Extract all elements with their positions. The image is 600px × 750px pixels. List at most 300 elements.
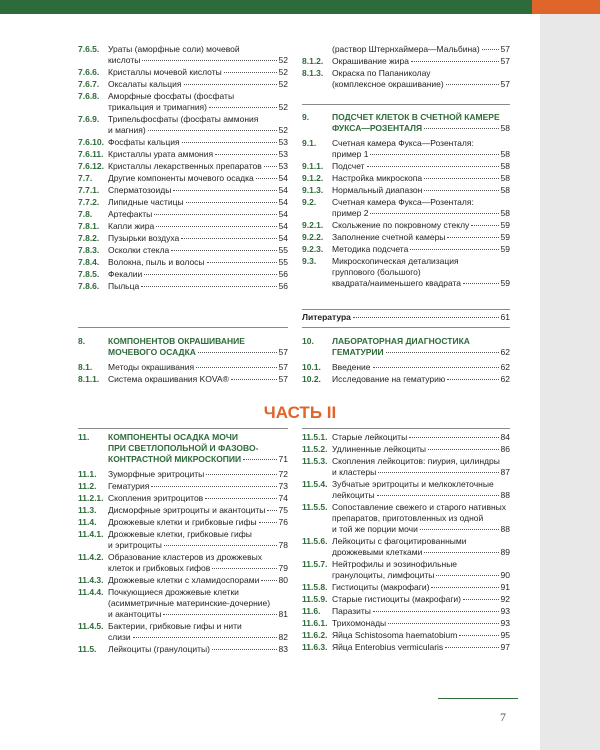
toc-entry	[78, 481, 288, 492]
toc-entry-number: 8.1.1.	[78, 374, 100, 384]
dot-leader	[206, 474, 276, 475]
toc-entry-page: 58	[500, 149, 510, 159]
toc-entry	[302, 630, 510, 641]
toc-entry-title-line: Нормальный диапазон	[332, 185, 423, 195]
toc-entry-page: 79	[278, 563, 288, 573]
toc-entry-page: 56	[278, 269, 288, 279]
toc-entry-page: 62	[500, 374, 510, 384]
toc-entry	[302, 185, 510, 196]
toc-entry	[302, 594, 510, 605]
toc-entry-number: 7.6.12.	[78, 161, 104, 171]
dot-leader	[181, 238, 276, 239]
toc-entry-title-line: Лейкоциты с фагоцитированными	[332, 536, 467, 546]
toc-entry-number: 9.2.2.	[302, 232, 324, 242]
dot-leader	[186, 202, 277, 203]
dot-leader	[409, 437, 498, 438]
toc-entry-number: 7.6.8.	[78, 91, 100, 101]
toc-entry	[78, 67, 288, 78]
toc-entry-number: 7.6.5.	[78, 44, 100, 54]
toc-entry-title-line: Дисморфные эритроциты и акантоциты	[108, 505, 266, 515]
toc-entry-page: 59	[500, 278, 510, 288]
toc-entry-page: 95	[500, 630, 510, 640]
toc-entry-number: 7.6.9.	[78, 114, 100, 124]
toc-entry-title-line: Другие компоненты мочевого осадка	[108, 173, 254, 183]
toc-entry	[302, 173, 510, 184]
toc-entry-title-line: Кристаллы лекарственных препаратов	[108, 161, 262, 171]
toc-entry-title-line: (асимметричные материнские-дочерние)	[108, 598, 271, 608]
toc-entry	[302, 432, 510, 443]
toc-entry-page: 82	[278, 632, 288, 642]
dot-leader	[212, 649, 277, 650]
toc-entry-title-line: Подсчет	[332, 161, 365, 171]
toc-entry-page: 90	[500, 570, 510, 580]
toc-entry	[78, 644, 288, 655]
toc-entry-page: 83	[278, 644, 288, 654]
toc-entry-page: 86	[500, 444, 510, 454]
toc-entry	[78, 245, 288, 256]
toc-entry-title-line: Артефакты	[108, 209, 153, 219]
toc-entry-number: 9.1.	[302, 138, 317, 148]
toc-entry-title-line: Фекалии	[108, 269, 143, 279]
toc-entry-title-line: трикальция и тримагния)	[108, 102, 207, 112]
toc-column-upper-left-section8	[78, 336, 288, 386]
toc-entry-page: 53	[278, 161, 288, 171]
toc-entry-title-line: Липидные частицы	[108, 197, 184, 207]
dot-leader	[445, 647, 498, 648]
toc-column-upper-right-section10	[302, 336, 510, 386]
dot-leader	[261, 580, 276, 581]
toc-entry-page: 52	[278, 102, 288, 112]
toc-entry-number: 9.1.1.	[302, 161, 324, 171]
toc-entry-number: 7.8.	[78, 209, 93, 219]
dot-leader	[196, 367, 276, 368]
dot-leader	[370, 154, 498, 155]
toc-entry-title-line: квадрата/наименьшего квадрата	[332, 278, 462, 288]
toc-entry-title-line: Введение	[332, 362, 371, 372]
toc-entry-title-line: клеток и грибковых гифов	[108, 563, 211, 573]
toc-entry-title-line: Микроскопическая детализация	[332, 256, 459, 266]
toc-entry-number: 11.4.1.	[78, 529, 104, 539]
toc-entry-page: 88	[500, 524, 510, 534]
toc-entry-page: 59	[500, 220, 510, 230]
toc-entry-number: 11.5.7.	[302, 559, 328, 569]
toc-entry-number: 11.2.1.	[78, 493, 104, 503]
toc-entry-number: 11.5.6.	[302, 536, 328, 546]
toc-entry-title-line: Капли жира	[108, 221, 155, 231]
toc-entry-number: 9.2.3.	[302, 244, 324, 254]
toc-entry-number: 9.2.	[302, 197, 317, 207]
toc-entry-title-line: слизи	[108, 632, 131, 642]
dot-leader	[377, 495, 499, 496]
divider-upper-right	[302, 104, 510, 105]
toc-entry-title-line: Фосфаты кальция	[108, 137, 180, 147]
toc-entry-number: 7.7.1.	[78, 185, 100, 195]
toc-entry-number: 11.4.3.	[78, 575, 104, 585]
page-margin-band	[540, 14, 600, 750]
toc-entry-title-line: гранулоциты, лимфоциты	[332, 570, 435, 580]
toc-entry-title-line: Оксалаты кальция	[108, 79, 182, 89]
toc-entry-page: 62	[500, 362, 510, 372]
dot-leader	[231, 379, 277, 380]
toc-entry-page: 54	[278, 197, 288, 207]
dot-leader	[471, 225, 498, 226]
dot-leader	[424, 178, 498, 179]
toc-entry-title-line: Кристаллы урата аммония	[108, 149, 214, 159]
toc-entry-title-line: Дрожжевые клетки с хламидоспорами	[108, 575, 260, 585]
toc-entry-page: 91	[500, 582, 510, 592]
toc-entry-number: 11.5.8.	[302, 582, 328, 592]
dot-leader	[133, 637, 277, 638]
toc-entry-title-line: Образование кластеров из дрожжевых	[108, 552, 262, 562]
toc-entry-title-line: Трипельфосфаты (фосфаты аммония	[108, 114, 259, 124]
toc-entry-page: 56	[278, 281, 288, 291]
toc-entry-title-line: Осколки стекла	[108, 245, 170, 255]
toc-entry-number: 7.7.	[78, 173, 93, 183]
dot-leader	[141, 286, 276, 287]
dot-leader	[256, 178, 277, 179]
dot-leader	[264, 166, 277, 167]
toc-entry-title-line: Скопления лейкоцитов: пиурия, цилиндры	[332, 456, 500, 466]
dot-leader	[436, 575, 498, 576]
toc-entry-page: 93	[500, 606, 510, 616]
dot-leader	[378, 472, 498, 473]
toc-entry-title-line: Окраска по Папаниколау	[332, 68, 431, 78]
dot-leader	[209, 107, 277, 108]
toc-entry-title-line: Кристаллы мочевой кислоты	[108, 67, 222, 77]
toc-entry-page: 62	[500, 347, 510, 357]
toc-entry	[78, 149, 288, 160]
toc-entry-page: 54	[278, 185, 288, 195]
toc-entry-page: 87	[500, 467, 510, 477]
toc-entry-title-line: Яйца Enterobius vermicularis	[332, 642, 444, 652]
toc-entry-title-line: Счетная камера Фукса—Розенталя:	[332, 197, 474, 207]
toc-entry-title-line: ПОДСЧЕТ КЛЕТОК В СЧЕТНОЙ КАМЕРЕ	[332, 112, 500, 122]
top-color-bar	[0, 0, 600, 14]
dot-leader	[171, 250, 276, 251]
toc-entry-title-line: Почкующиеся дрожжевые клетки	[108, 587, 239, 597]
dot-leader	[212, 568, 276, 569]
toc-entry-number: 8.1.2.	[302, 56, 324, 66]
toc-entry-page: 54	[278, 233, 288, 243]
toc-entry	[302, 479, 510, 501]
dot-leader	[411, 61, 499, 62]
toc-entry-title-line: ГЕМАТУРИИ	[332, 347, 384, 357]
toc-entry	[78, 587, 288, 620]
toc-entry	[302, 161, 510, 172]
toc-entry-number: 11.6.2.	[302, 630, 328, 640]
dot-leader	[463, 283, 499, 284]
toc-entry-number: 11.5.3.	[302, 456, 328, 466]
top-accent-bar	[532, 0, 600, 14]
toc-entry-title-line: Старые гистиоциты (макрофаги)	[332, 594, 462, 604]
toc-entry	[302, 536, 510, 558]
toc-entry-title-line: КОНТРАСТНОЙ МИКРОСКОПИИ	[108, 454, 242, 464]
toc-entry	[302, 56, 510, 67]
toc-column-lower-left	[78, 432, 288, 656]
dot-leader	[142, 60, 276, 61]
toc-entry-title-line: Дрожжевые клетки, грибковые гифы	[108, 529, 252, 539]
toc-entry	[78, 493, 288, 504]
toc-entry-number: 9.1.3.	[302, 185, 324, 195]
dot-leader	[388, 623, 498, 624]
toc-entry-title-line: МОЧЕВОГО ОСАДКА	[108, 347, 196, 357]
toc-entry-title-line: Дрожжевые клетки и грибковые гифы	[108, 517, 257, 527]
toc-entry-page: 78	[278, 540, 288, 550]
dot-leader	[386, 352, 499, 353]
toc-entry-number: 7.6.11.	[78, 149, 104, 159]
toc-entry-title-line: (раствор Штернхаймера—Мальбина)	[332, 44, 480, 54]
toc-entry	[78, 336, 288, 358]
toc-entry-number: 11.4.2.	[78, 552, 104, 562]
toc-entry-number: 9.1.2.	[302, 173, 324, 183]
toc-entry-page: 52	[278, 55, 288, 65]
toc-entry-title-line: дрожжевыми клетками	[332, 547, 423, 557]
dot-leader	[431, 587, 498, 588]
toc-entry-number: 11.4.5.	[78, 621, 104, 631]
toc-entry-number: 7.8.5.	[78, 269, 100, 279]
dot-leader	[144, 274, 276, 275]
toc-entry	[78, 281, 288, 292]
toc-entry	[78, 432, 288, 465]
toc-entry-page: 76	[278, 517, 288, 527]
dot-leader	[164, 545, 277, 546]
toc-entry-title-line: Бактерии, грибковые гифы и нити	[108, 621, 242, 631]
page-number-rule	[438, 698, 518, 699]
toc-entry-title-line: Яйца Schistosoma haematobium	[332, 630, 458, 640]
dot-leader	[215, 154, 276, 155]
toc-entry	[302, 642, 510, 653]
toc-entry-title-line: Ураты (аморфные соли) мочевой	[108, 44, 240, 54]
toc-entry	[302, 374, 510, 385]
toc-entry-title-line: пример 1	[332, 149, 369, 159]
toc-entry-number: 9.2.1.	[302, 220, 324, 230]
toc-entry	[78, 362, 288, 373]
dot-leader	[463, 599, 499, 600]
toc-entry-number: 10.2.	[302, 374, 321, 384]
divider-literature-top	[302, 309, 510, 310]
dot-leader	[154, 214, 276, 215]
dot-leader	[370, 213, 498, 214]
toc-entry-number: 7.6.6.	[78, 67, 100, 77]
toc-entry-page: 53	[278, 137, 288, 147]
toc-entry-number: 11.6.1.	[302, 618, 328, 628]
toc-entry-page: 71	[278, 454, 288, 464]
dot-leader	[373, 367, 499, 368]
toc-entry-title-line: Система окрашивания KOVA®	[108, 374, 229, 384]
toc-entry-number: 7.6.10.	[78, 137, 104, 147]
divider-lower-left	[78, 428, 288, 429]
toc-entry-title-line: Лейкоциты (гранулоциты)	[108, 644, 210, 654]
toc-entry-page: 89	[500, 547, 510, 557]
toc-entry-title-line: Трихомонады	[332, 618, 387, 628]
toc-entry-title-line: препаратов, приготовленных из одной	[332, 513, 484, 523]
toc-entry-title-line: Старые лейкоциты	[332, 432, 408, 442]
toc-entry-title-line: Гематурия	[108, 481, 150, 491]
dot-leader	[482, 49, 499, 50]
toc-entry-number: 11.1.	[78, 469, 97, 479]
toc-entry	[302, 112, 510, 134]
toc-entry	[302, 456, 510, 478]
toc-entry-title-line: КОМПОНЕНТЫ ОСАДКА МОЧИ	[108, 432, 238, 442]
toc-column-upper-left	[78, 44, 288, 293]
dot-leader	[173, 190, 276, 191]
toc-entry	[302, 220, 510, 231]
literature-page: 61	[500, 312, 510, 322]
dot-leader	[243, 459, 276, 460]
toc-entry	[78, 469, 288, 480]
toc-entry	[78, 79, 288, 90]
divider-upper-left	[78, 327, 288, 328]
toc-entry-title-line: группового (большого)	[332, 267, 421, 277]
dot-leader	[446, 84, 499, 85]
dot-leader	[447, 379, 498, 380]
toc-entry-page: 55	[278, 245, 288, 255]
toc-entry-page: 57	[278, 347, 288, 357]
toc-entry-page: 58	[500, 173, 510, 183]
toc-entry-title-line: Паразиты	[332, 606, 371, 616]
toc-entry	[302, 444, 510, 455]
toc-entry-page: 52	[278, 125, 288, 135]
part-title: ЧАСТЬ II	[263, 403, 337, 422]
toc-entry	[302, 68, 510, 90]
toc-entry-title-line: Зуморфные эритроциты	[108, 469, 205, 479]
dot-leader	[367, 166, 499, 167]
divider-literature-bottom	[302, 327, 510, 328]
toc-entry	[302, 582, 510, 593]
dot-leader	[428, 449, 499, 450]
dot-leader	[420, 529, 499, 530]
toc-entry-number: 10.	[302, 336, 314, 346]
dot-leader	[447, 237, 498, 238]
toc-entry-page: 93	[500, 618, 510, 628]
toc-entry-number: 11.	[78, 432, 90, 442]
toc-column-upper-right-section9	[302, 112, 510, 290]
toc-entry-page: 52	[278, 67, 288, 77]
toc-entry-page: 92	[500, 594, 510, 604]
dot-leader	[151, 486, 276, 487]
toc-entry-number: 11.5.4.	[302, 479, 328, 489]
toc-entry-title-line: Сопоставление свежего и старого нативных	[332, 502, 507, 512]
toc-entry-title-line: Нейтрофилы и эозинофильные	[332, 559, 458, 569]
toc-entry	[302, 618, 510, 629]
toc-entry-number: 8.1.	[78, 362, 93, 372]
toc-entry-title-line: лейкоциты	[332, 490, 375, 500]
toc-entry	[78, 209, 288, 220]
toc-entry-number: 7.8.2.	[78, 233, 100, 243]
toc-entry	[78, 221, 288, 232]
toc-entry-title-line: Зубчатые эритроциты и мелкоклеточные	[332, 479, 494, 489]
toc-entry	[302, 256, 510, 289]
toc-entry-page: 81	[278, 609, 288, 619]
toc-entry-number: 7.8.3.	[78, 245, 100, 255]
toc-entry	[78, 44, 288, 66]
toc-entry-page: 80	[278, 575, 288, 585]
toc-entry-page: 58	[500, 123, 510, 133]
toc-entry-page: 58	[500, 161, 510, 171]
toc-entry-number: 11.2.	[78, 481, 97, 491]
toc-entry-number: 11.6.	[302, 606, 321, 616]
toc-entry-page: 59	[500, 232, 510, 242]
toc-entry-page: 59	[500, 244, 510, 254]
toc-entry-title-line: и акантоциты	[108, 609, 162, 619]
toc-entry-page: 74	[278, 493, 288, 503]
toc-entry-page: 54	[278, 173, 288, 183]
toc-entry-page: 75	[278, 505, 288, 515]
toc-entry	[302, 138, 510, 160]
toc-entry-number: 11.6.3.	[302, 642, 328, 652]
toc-entry-title-line: Окрашивание жира	[332, 56, 409, 66]
toc-entry-number: 11.4.	[78, 517, 97, 527]
toc-entry-title-line: Удлиненные лейкоциты	[332, 444, 427, 454]
toc-entry-number: 8.	[78, 336, 86, 346]
toc-entry-title-line: ФУКСА—РОЗЕНТАЛЯ	[332, 123, 423, 133]
toc-entry-title-line: Волокна, пыль и волосы	[108, 257, 205, 267]
toc-entry	[78, 529, 288, 551]
toc-entry	[302, 606, 510, 617]
toc-entry-page: 52	[278, 79, 288, 89]
toc-entry-number: 11.5.	[78, 644, 97, 654]
toc-entry-page: 57	[500, 79, 510, 89]
toc-entry-title-line: и эритроциты	[108, 540, 162, 550]
toc-entry-page: 54	[278, 209, 288, 219]
toc-entry-number: 11.5.9.	[302, 594, 328, 604]
toc-entry-title-line: Настройка микроскопа	[332, 173, 423, 183]
toc-entry-title-line: КОМПОНЕНТОВ ОКРАШИВАНИЕ	[108, 336, 245, 346]
toc-entry-page: 57	[278, 362, 288, 372]
dot-leader	[205, 498, 276, 499]
toc-entry-title-line: и магния)	[108, 125, 146, 135]
toc-entry-title-line: Пыльца	[108, 281, 140, 291]
toc-entry-page: 97	[500, 642, 510, 652]
toc-entry-page: 58	[500, 208, 510, 218]
toc-entry-title-line: Методика подсчета	[332, 244, 409, 254]
toc-entry-number: 9.	[302, 112, 310, 122]
literature-label: Литература	[302, 312, 351, 322]
dot-leader	[410, 249, 498, 250]
toc-entry-page: 72	[278, 469, 288, 479]
toc-entry	[302, 362, 510, 373]
toc-entry	[78, 269, 288, 280]
toc-entry-number: 9.3.	[302, 256, 317, 266]
literature-entry	[302, 312, 510, 323]
toc-entry	[302, 244, 510, 255]
toc-entry	[78, 114, 288, 136]
dot-leader	[459, 635, 498, 636]
toc-entry-title-line: Скольжение по покровному стеклу	[332, 220, 470, 230]
toc-entry	[78, 137, 288, 148]
toc-entry	[78, 621, 288, 643]
dot-leader	[182, 142, 277, 143]
toc-entry-title-line: Заполнение счетной камеры	[332, 232, 446, 242]
toc-entry-page: 55	[278, 257, 288, 267]
dot-leader	[267, 510, 276, 511]
toc-entry-title-line: Методы окрашивания	[108, 362, 195, 372]
toc-entry-page: 54	[278, 221, 288, 231]
toc-entry-title-line: Исследование на гематурию	[332, 374, 446, 384]
toc-entry-number: 11.5.1.	[302, 432, 328, 442]
dot-leader	[424, 552, 498, 553]
toc-entry-number: 11.4.4.	[78, 587, 104, 597]
toc-entry	[302, 336, 510, 358]
toc-entry-page: 58	[500, 185, 510, 195]
toc-entry	[78, 185, 288, 196]
toc-entry	[302, 197, 510, 219]
toc-entry	[78, 233, 288, 244]
toc-entry-number: 7.6.7.	[78, 79, 100, 89]
toc-entry-title-line: Аморфные фосфаты (фосфаты	[108, 91, 235, 101]
toc-entry-number: 11.5.2.	[302, 444, 328, 454]
dot-leader	[424, 190, 498, 191]
